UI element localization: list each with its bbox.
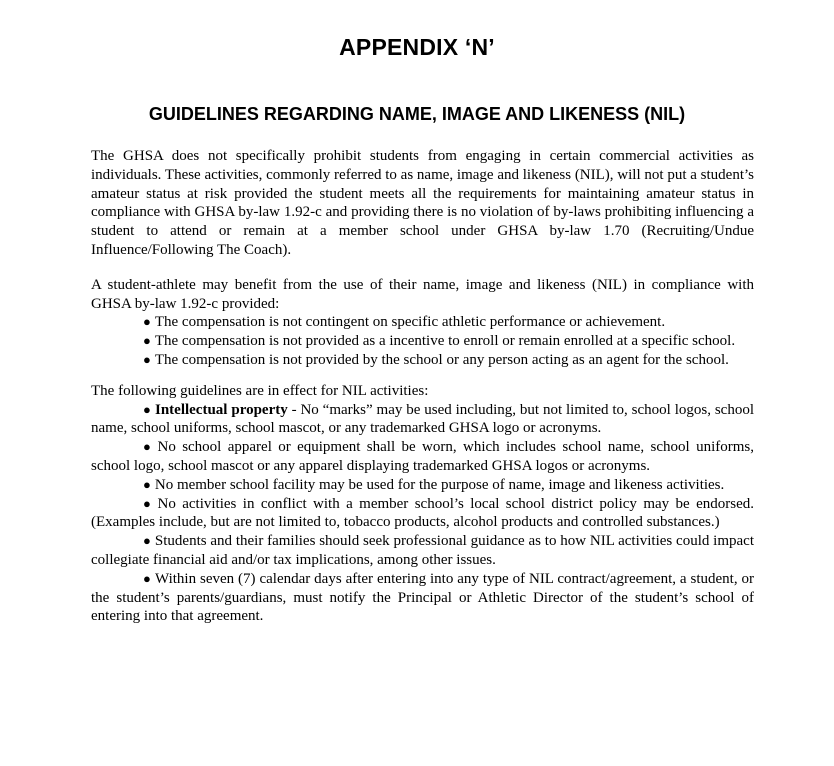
benefit-paragraph: A student-athlete may benefit from the use of their name, image and likeness (NIL) in compliance with GHSA by-law 1.92-c provided:	[91, 276, 754, 312]
guideline-item	[91, 476, 754, 495]
guidelines-heading: GUIDELINES REGARDING NAME, IMAGE AND LIKENESS (NIL)	[148, 104, 686, 124]
guideline-text: No school apparel or equipment shall be worn, which includes school name, school uniforms, school logo, school mascot or any apparel displaying trademarked GHSA logos or acronyms.	[91, 439, 754, 474]
list-item	[91, 351, 754, 370]
bullet-icon: ●	[143, 570, 152, 586]
bullet-icon: ●	[143, 351, 151, 367]
guideline-text: - No “marks” may be used including, but not limited to, school logos, school name, school uniforms, school mascot, or any trademarked GHSA logo or acronyms.	[91, 401, 754, 437]
condition-text: The compensation is not provided as a incentive to enroll or remain enrolled at a specific school.	[154, 333, 736, 350]
guideline-text: No activities in conflict with a member school’s local school district policy may be endorsed. (Examples include, but are not limited to, tobacco products, alcohol products and controlled substances.)	[91, 495, 754, 531]
conditions-list	[91, 313, 754, 369]
condition-text: The compensation is not provided by the school or any person acting as an agent for the school.	[154, 351, 729, 368]
guideline-item	[91, 401, 754, 439]
guideline-text: No member school facility may be used for the purpose of name, image and likeness activities.	[154, 476, 725, 493]
appendix-title: APPENDIX ‘N’	[339, 34, 495, 60]
bullet-icon: ●	[143, 314, 151, 330]
guideline-text: Within seven (7) calendar days after entering into any type of NIL contract/agreement, a student, or the student’s parents/guardians, must notify the Principal or Athletic Director of the student’s school of entering into that agreement.	[91, 570, 754, 625]
list-item	[91, 332, 754, 351]
guideline-bold-label: Intellectual property	[154, 401, 288, 418]
condition-text: The compensation is not contingent on specific athletic performance or achievement.	[154, 314, 666, 331]
bullet-icon: ●	[143, 401, 151, 417]
bullet-icon: ●	[143, 333, 151, 349]
bullet-icon: ●	[143, 495, 154, 511]
document-body	[91, 147, 754, 626]
guideline-text: Students and their families should seek professional guidance as to how NIL activities could impact collegiate financial aid and/or tax implications, among other issues.	[91, 533, 754, 568]
intro-paragraph: The GHSA does not specifically prohibit students from engaging in certain commercial activities as individuals. These activities, commonly referred to as name, image and likeness (NIL), will not put a student’s amateur status at risk provided the student meets all the requirements for maintaining amateur status in compliance with GHSA by-law 1.92-c and providing there is no violation of by-laws prohibiting influencing a student to attend or remain at a member school under GHSA by-law 1.70 (Recruiting/Undue Influence/Following The Coach).	[91, 148, 754, 258]
guideline-item	[91, 438, 754, 476]
bullet-icon: ●	[143, 439, 154, 455]
bullet-icon: ●	[143, 533, 151, 549]
guideline-item	[91, 570, 754, 626]
guidelines-intro: The following guidelines are in effect for NIL activities:	[91, 382, 429, 399]
list-item	[91, 313, 754, 332]
bullet-icon: ●	[143, 476, 151, 492]
guideline-item	[91, 495, 754, 533]
guideline-item	[91, 532, 754, 570]
